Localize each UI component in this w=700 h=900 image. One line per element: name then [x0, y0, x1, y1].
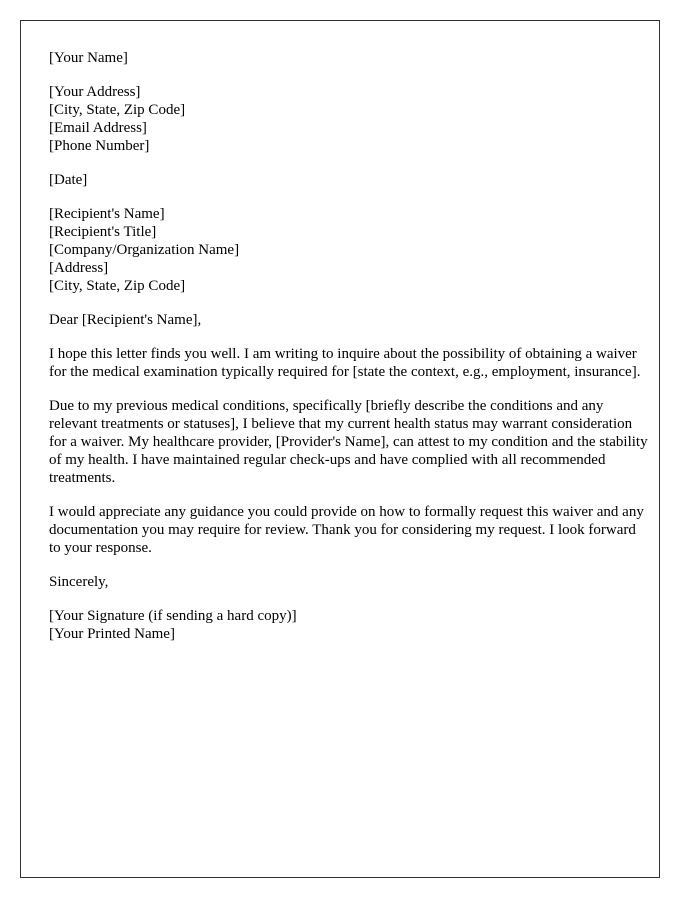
recipient-city-state-zip: [City, State, Zip Code] — [49, 278, 186, 294]
date-block — [49, 171, 649, 189]
printed-name: [Your Printed Name] — [49, 626, 175, 642]
body-paragraph-1: I hope this letter finds you well. I am writing to inquire about the possibility of obtaining a waiver for the medical examination typically required for [state the context, e.g., employment, insurance]. — [49, 346, 641, 380]
sender-contact-block — [49, 83, 649, 155]
letter-page — [20, 20, 660, 878]
recipient-organization: [Company/Organization Name] — [49, 242, 240, 258]
sender-phone: [Phone Number] — [49, 138, 150, 154]
sender-name-block — [49, 49, 649, 67]
sender-email: [Email Address] — [49, 120, 147, 136]
signature-block — [49, 607, 649, 643]
letter-date: [Date] — [49, 172, 88, 188]
recipient-block — [49, 205, 649, 295]
sender-name: [Your Name] — [49, 50, 128, 66]
sender-address: [Your Address] — [49, 84, 141, 100]
letter-content — [49, 49, 649, 659]
recipient-address: [Address] — [49, 260, 109, 276]
body-paragraph-2: Due to my previous medical conditions, specifically [briefly describe the conditions and any relevant treatments or statuses], I believe that my current health status may warrant consideration for a waiver. My healthcare provider, [Provider's Name], can attest to my condition and the stability of my health. I have maintained regular check-ups and have complied with all recommended treatments. — [49, 398, 648, 486]
sender-city-state-zip: [City, State, Zip Code] — [49, 102, 186, 118]
salutation: Dear [Recipient's Name], — [49, 312, 202, 328]
signature-line: [Your Signature (if sending a hard copy)] — [49, 608, 297, 624]
closing: Sincerely, — [49, 574, 109, 590]
body-paragraph-3: I would appreciate any guidance you could provide on how to formally request this waiver and any documentation you may require for review. Thank you for considering my request. I look forward to your response. — [49, 504, 644, 556]
recipient-title: [Recipient's Title] — [49, 224, 157, 240]
recipient-name: [Recipient's Name] — [49, 206, 165, 222]
